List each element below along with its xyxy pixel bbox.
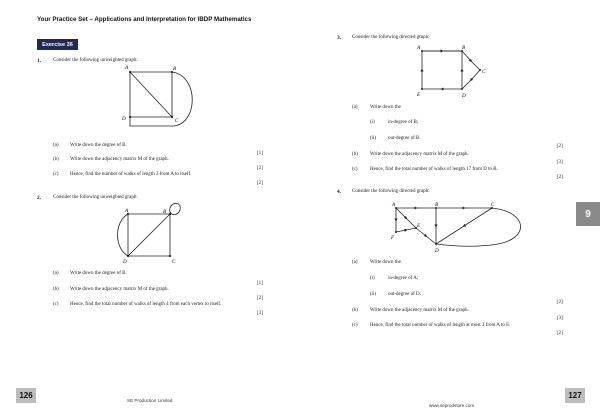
- q1-part-b-mark: [2]: [257, 166, 263, 171]
- q3-stem: Consider the following directed graph:: [352, 35, 430, 40]
- q1-part-c-letter: (c): [53, 172, 59, 177]
- q3-label-b: B: [462, 45, 466, 51]
- q3-label-d: D: [462, 93, 466, 99]
- q2-part-b-mark: [2]: [257, 296, 263, 301]
- q1-label-b: B: [173, 66, 177, 72]
- edge-b-c: [462, 51, 480, 70]
- q3-part-c-letter: (c): [352, 167, 358, 172]
- q3-sub-ii-mark: [2]: [557, 144, 563, 149]
- q2-part-a-text: Write down the degree of B.: [70, 271, 127, 276]
- edge-a-e: [396, 208, 416, 228]
- q3-label-c: C: [482, 69, 486, 75]
- edge-bd-curve: [130, 72, 192, 126]
- footer-publisher: SE Production Limited: [127, 398, 173, 403]
- q2-part-b-letter: (b): [53, 287, 59, 292]
- q4-stem: Consider the following directed graph:: [352, 189, 430, 194]
- edge-c-d: [436, 208, 492, 244]
- q4-number: 4.: [337, 189, 342, 195]
- q3-part-b-mark: [3]: [557, 160, 563, 165]
- q4-part-c-letter: (c): [352, 323, 358, 328]
- q1-stem: Consider the following unweighted graph:: [53, 58, 138, 63]
- edge-c-d: [462, 70, 480, 89]
- q4-label-c: C: [491, 202, 495, 208]
- q3-part-c-text: Hence, find the total number of walks of length 17 from D to B.: [370, 167, 498, 172]
- q3-number: 3.: [337, 35, 342, 41]
- exercise-badge: Exercise 36: [37, 39, 78, 50]
- q3-part-b-text: Write down the adjacency matrix M of the graph.: [370, 152, 469, 157]
- q4-sub-i-text: in-degree of A;: [388, 276, 419, 281]
- q1-part-c-mark: [2]: [257, 181, 263, 186]
- q1-part-a-text: Write down the degree of B.: [70, 143, 127, 148]
- q3-part-a-text: Write down the: [370, 105, 401, 110]
- q3-sub-i-text: in-degree of B;: [388, 120, 419, 125]
- edge-db-diagonal: [128, 214, 170, 256]
- q4-sub-ii-mark: [2]: [557, 300, 563, 305]
- q3-part-c-mark: [2]: [557, 175, 563, 180]
- q1-label-c: C: [175, 118, 179, 124]
- q4-label-f: F: [391, 235, 395, 241]
- edge-ad-curve: [118, 214, 129, 256]
- q1-part-c-text: Hence, find the number of walks of length 3 from A to itself.: [70, 172, 192, 177]
- q3-sub-i-num: (i): [370, 120, 375, 125]
- q3-part-a-letter: (a): [352, 105, 358, 110]
- chapter-tab: 9: [576, 202, 600, 226]
- q2-part-a-letter: (a): [53, 271, 59, 276]
- footer-website: www.seprodstore.com: [429, 403, 475, 408]
- q4-sub-ii-text: out-degree of D.: [388, 292, 421, 297]
- q3-label-e: E: [417, 92, 421, 98]
- q2-label-c: C: [172, 259, 176, 265]
- q4-label-d: D: [435, 248, 439, 254]
- q2-label-b: B: [163, 209, 167, 215]
- q2-part-a-mark: [1]: [257, 281, 263, 286]
- q4-part-c-text: Hence, find the total number of walks of length at most 3 from A to E.: [370, 323, 511, 328]
- book-header: Your Practice Set – Applications and Interpretation for IBDP Mathematics: [37, 16, 252, 23]
- q1-part-b-letter: (b): [53, 157, 59, 162]
- q1-label-d: D: [122, 116, 126, 122]
- q1-part-b-text: Write down the adjacency matrix M of the graph.: [70, 157, 169, 162]
- q4-directed-graph: [388, 198, 528, 258]
- q4-label-e: E: [417, 223, 421, 229]
- q2-number: 2.: [37, 195, 42, 201]
- q2-label-d: D: [123, 259, 127, 265]
- page-number-left: 126: [16, 388, 36, 403]
- edge-d-c-curve: [436, 208, 521, 246]
- q1-number: 1.: [37, 58, 42, 64]
- q4-part-a-text: Write down the: [370, 260, 401, 265]
- q2-part-c-text: Hence, find the total number of walks of length 4 from each vertex to itself.: [70, 302, 222, 307]
- q1-part-a-letter: (a): [53, 143, 59, 148]
- page-number-right: 127: [565, 388, 585, 403]
- edge-ac-diagonal: [130, 72, 172, 117]
- q4-part-a-letter: (a): [352, 260, 358, 265]
- q2-stem: Consider the following unweighted graph:: [53, 195, 138, 200]
- q3-sub-ii-text: out-degree of B.: [388, 136, 421, 141]
- q4-label-a: A: [392, 202, 396, 208]
- q3-part-b-letter: (b): [352, 152, 358, 157]
- q3-sub-ii-num: (ii): [370, 136, 377, 141]
- q4-part-b-mark: [3]: [557, 316, 563, 321]
- q4-sub-i-num: (i): [370, 276, 375, 281]
- q2-label-a: A: [125, 208, 129, 214]
- edge-e-d: [416, 228, 436, 244]
- q1-part-a-mark: [1]: [257, 151, 263, 156]
- q3-label-a: A: [417, 45, 421, 51]
- q3-directed-graph: [410, 43, 500, 98]
- q2-graph: [100, 200, 220, 270]
- q1-graph: [100, 62, 220, 137]
- q4-part-c-mark: [2]: [557, 331, 563, 336]
- q2-part-c-mark: [3]: [257, 311, 263, 316]
- q4-part-b-text: Write down the adjacency matrix M of the graph.: [370, 308, 469, 313]
- q4-label-b: B: [435, 202, 439, 208]
- q4-sub-ii-num: (ii): [370, 292, 377, 297]
- q1-label-a: A: [125, 65, 129, 71]
- q2-part-c-letter: (c): [53, 302, 59, 307]
- edge-f-e: [396, 228, 416, 232]
- q4-part-b-letter: (b): [352, 308, 358, 313]
- q2-part-b-text: Write down the adjacency matrix M of the graph.: [70, 287, 169, 292]
